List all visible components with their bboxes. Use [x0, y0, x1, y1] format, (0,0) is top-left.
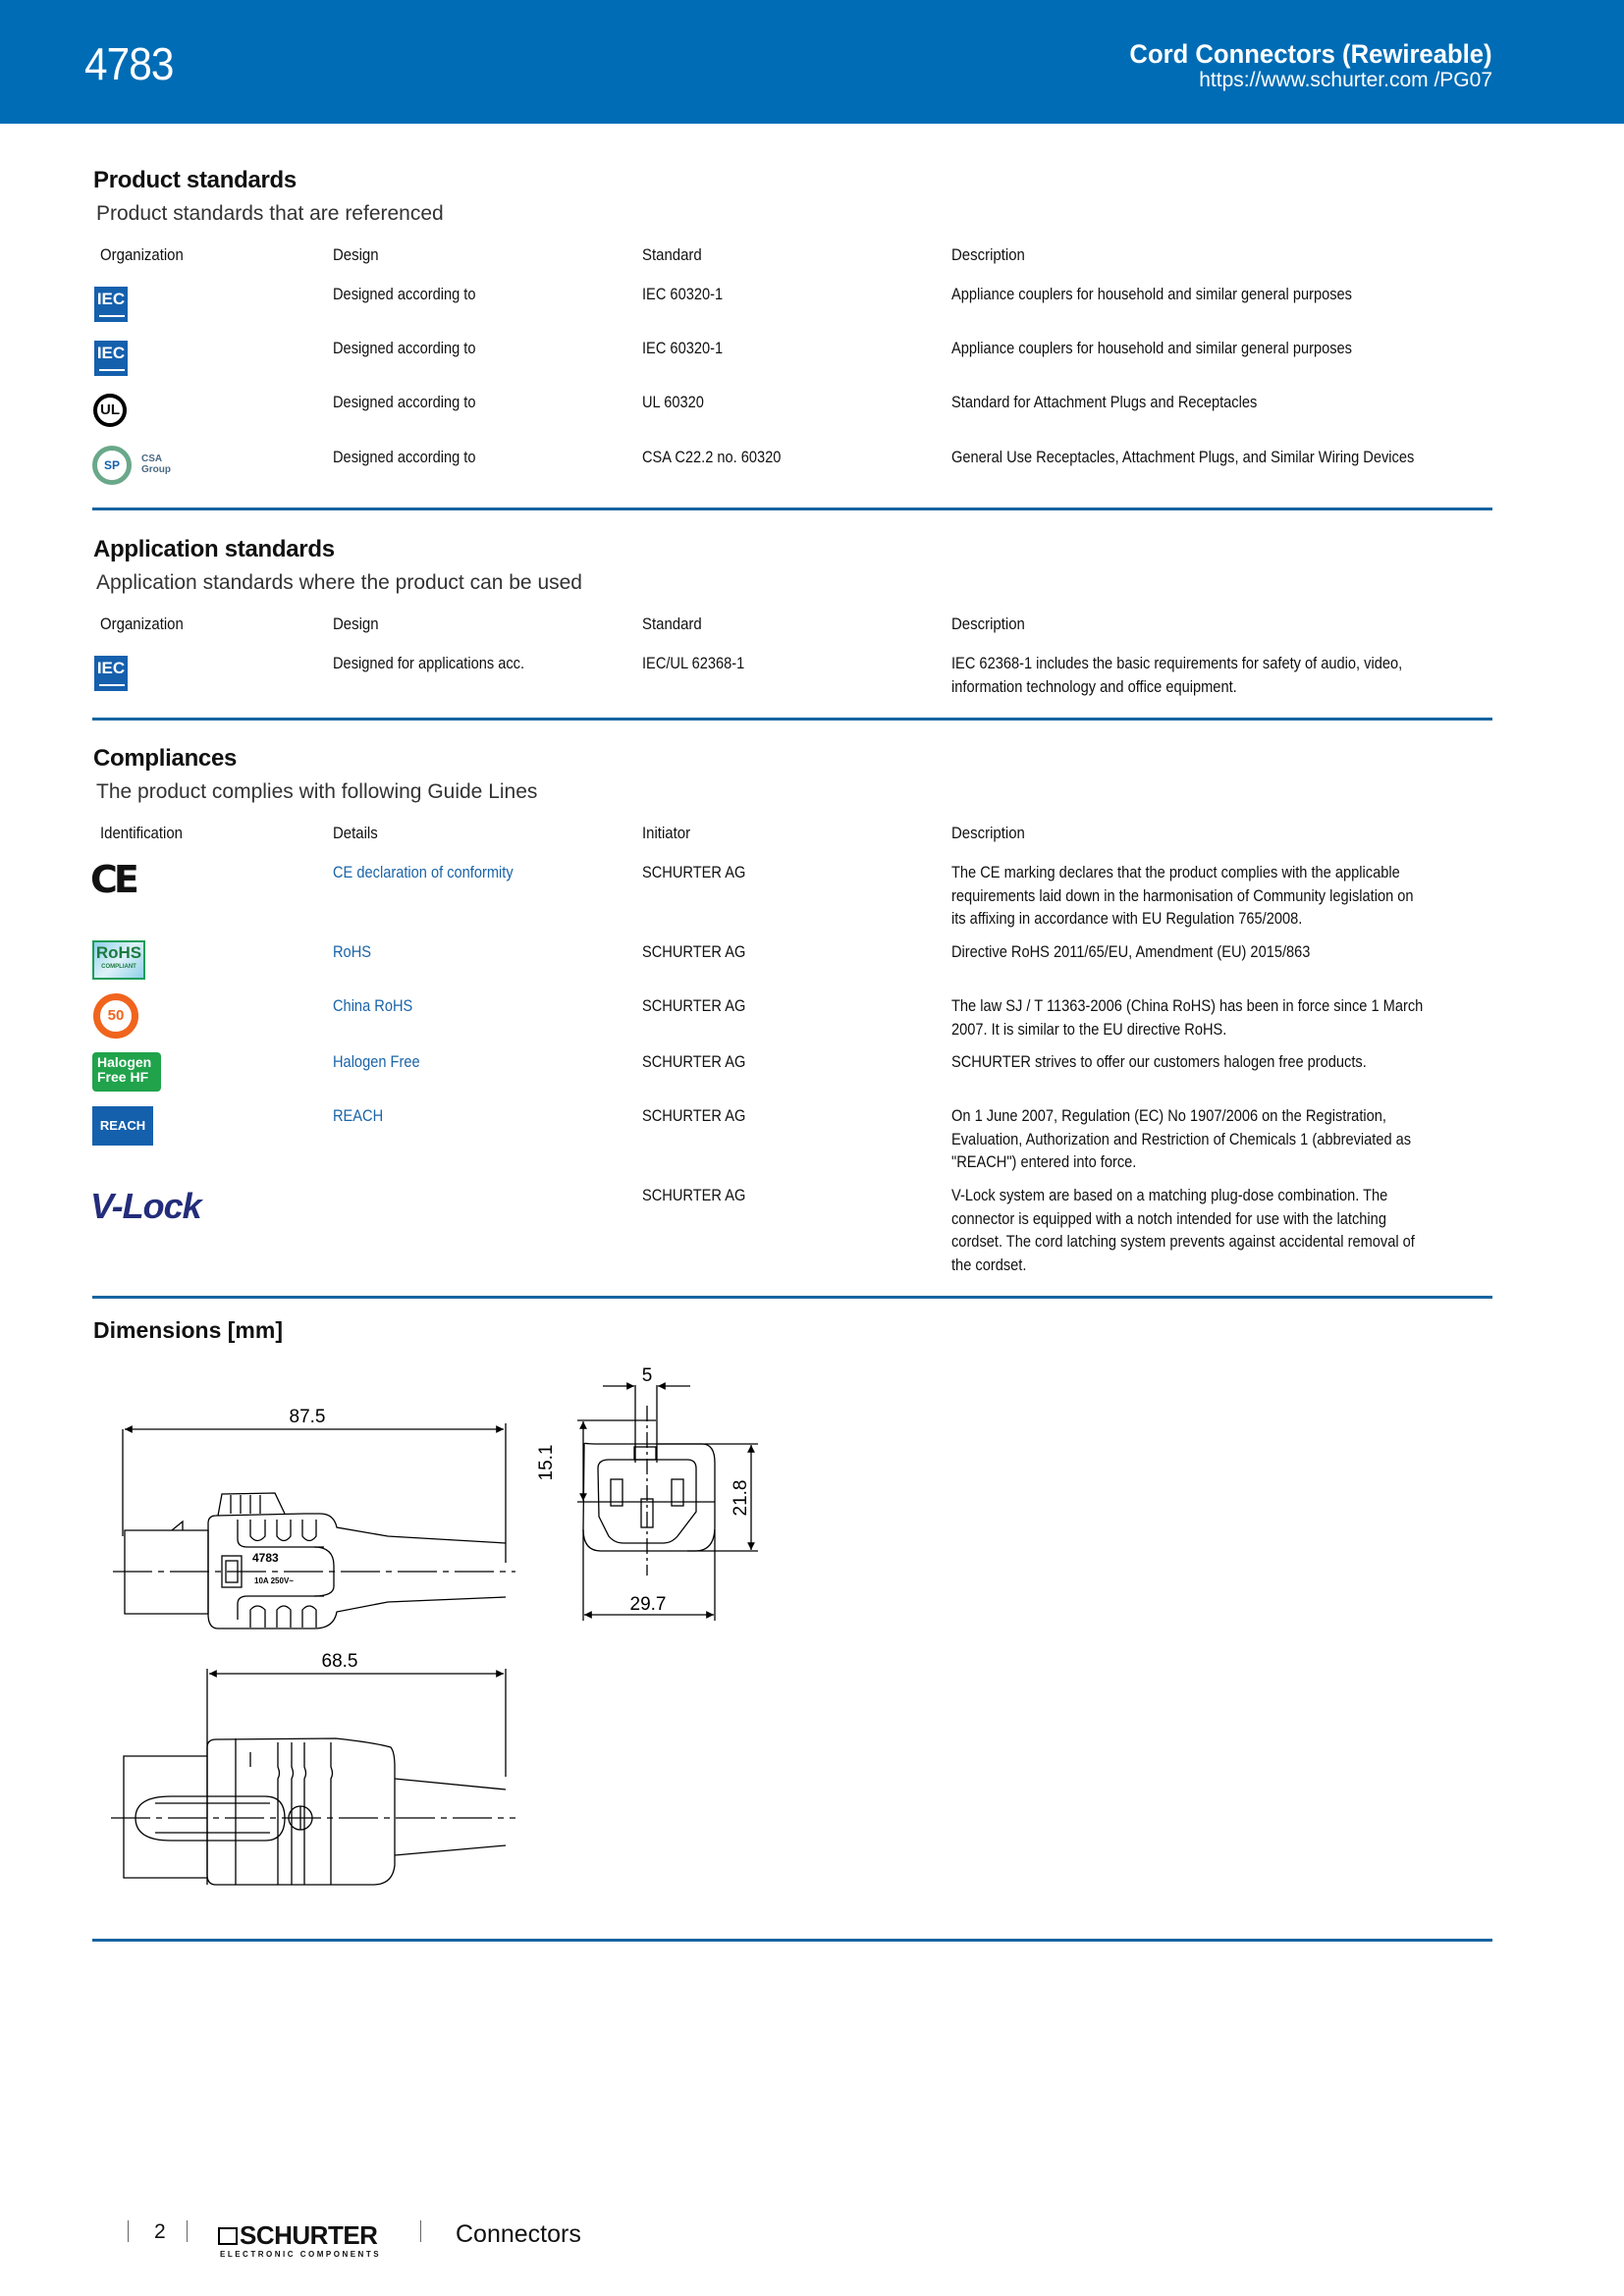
application-standards-subtitle: Application standards where the product can be used — [96, 571, 582, 594]
iec-logo-icon: IEC — [94, 656, 128, 691]
halogen-free-logo-icon — [92, 1052, 161, 1092]
dim-overall-length: 87.5 — [289, 1407, 326, 1427]
footer-separator — [128, 2220, 129, 2242]
col-description: Description — [951, 824, 1025, 842]
iec-logo-icon: IEC — [94, 287, 128, 322]
description-cell — [951, 1050, 1367, 1074]
description-cell — [951, 940, 1310, 964]
front-view-drawing — [536, 1365, 758, 1621]
section-divider — [92, 507, 1492, 510]
iec-logo-icon: IEC — [94, 341, 128, 376]
col-description: Description — [951, 614, 1025, 633]
dim-notch-height: 15.1 — [536, 1444, 557, 1481]
product-number: 4783 — [84, 38, 174, 89]
design-cell: Designed according to — [333, 393, 476, 411]
reach-link[interactable]: REACH — [333, 1106, 384, 1125]
rohs-link[interactable]: RoHS — [333, 942, 372, 961]
description-cell — [951, 994, 1423, 1041]
initiator-cell: SCHURTER AG — [642, 996, 746, 1015]
description-line: its affixing in accordance with EU Regulation 765/2008. — [951, 909, 1303, 928]
description-line: V-Lock system are based on a matching plug-dose combination. The — [951, 1186, 1388, 1204]
section-divider — [92, 1939, 1492, 1942]
product-standards-title: Product standards — [93, 167, 297, 193]
dimension-drawings — [0, 1355, 805, 1924]
footer-separator — [187, 2220, 188, 2242]
reach-logo-icon: REACH — [92, 1106, 153, 1146]
ce-declaration-link[interactable]: CE declaration of conformity — [333, 863, 514, 881]
rohs-logo-sub: COMPLIANT — [101, 964, 136, 970]
rohs-logo-icon — [92, 940, 145, 980]
col-organization: Organization — [100, 614, 184, 633]
schurter-logo — [218, 2220, 377, 2251]
standard-cell: CSA C22.2 no. 60320 — [642, 448, 782, 466]
initiator-cell: SCHURTER AG — [642, 1106, 746, 1125]
page-header — [0, 0, 1624, 124]
initiator-cell: SCHURTER AG — [642, 1052, 746, 1071]
description-cell — [951, 1104, 1411, 1174]
compliances-subtitle: The product complies with following Guide Lines — [96, 780, 538, 803]
col-design: Design — [333, 614, 379, 633]
description-cell — [951, 861, 1414, 931]
design-cell: Designed according to — [333, 448, 476, 466]
china-rohs-logo-icon: 50 — [93, 993, 138, 1039]
csa-group-label: CSA Group — [141, 454, 171, 475]
standard-cell: IEC/UL 62368-1 — [642, 654, 745, 672]
col-identification: Identification — [100, 824, 183, 842]
description-line: Directive RoHS 2011/65/EU, Amendment (EU) 2015/863 — [951, 942, 1311, 961]
design-cell: Designed according to — [333, 285, 476, 303]
col-organization: Organization — [100, 245, 184, 264]
col-design: Design — [333, 245, 379, 264]
product-standards-subtitle: Product standards that are referenced — [96, 202, 444, 225]
dimensions-title: Dimensions [mm] — [93, 1317, 283, 1343]
description-line: connector is equipped with a notch intended for use with the latching — [951, 1208, 1386, 1228]
schurter-logo-sub: ELECTRONIC COMPONENTS — [220, 2250, 382, 2259]
description-cell — [951, 1184, 1415, 1276]
initiator-cell: SCHURTER AG — [642, 942, 746, 961]
dim-notch-width: 5 — [641, 1365, 653, 1386]
description-line: The law SJ / T 11363-2006 (China RoHS) has been in force since 1 March — [951, 996, 1424, 1015]
schurter-logo-icon — [218, 2227, 238, 2245]
description-line: IEC 62368-1 includes the basic requirements for safety of audio, video, — [951, 654, 1403, 672]
description-line: cordset. The cord latching system prevents against accidental removal of — [951, 1232, 1415, 1251]
dim-width: 29.7 — [629, 1594, 667, 1615]
ce-mark-icon: CE — [90, 858, 135, 901]
col-details: Details — [333, 824, 378, 842]
description-cell: Standard for Attachment Plugs and Receptacles — [951, 393, 1258, 411]
rohs-logo-label: RoHS — [95, 943, 142, 962]
description-line: requirements laid down in the harmonisation of Community legislation on — [951, 885, 1414, 905]
section-divider — [92, 1296, 1492, 1299]
compliances-title: Compliances — [93, 745, 238, 772]
standard-cell: UL 60320 — [642, 393, 704, 411]
section-divider — [92, 718, 1492, 721]
footer-separator — [420, 2220, 421, 2242]
col-initiator: Initiator — [642, 824, 691, 842]
halogen-logo-sub: Free HF — [97, 1069, 149, 1085]
description-line: "REACH") entered into force. — [951, 1152, 1137, 1171]
page-number: 2 — [154, 2220, 166, 2243]
china-rohs-link[interactable]: China RoHS — [333, 996, 413, 1015]
standard-cell: IEC 60320-1 — [642, 285, 724, 303]
application-standards-title: Application standards — [93, 536, 335, 562]
schurter-logo-text: SCHURTER — [240, 2220, 378, 2250]
footer-category: Connectors — [456, 2220, 581, 2248]
description-line: the cordset. — [951, 1255, 1027, 1274]
description-line: Evaluation, Authorization and Restriction of Chemicals 1 (abbreviated as — [951, 1129, 1412, 1148]
initiator-cell: SCHURTER AG — [642, 863, 746, 881]
description-line: information technology and office equipment. — [951, 676, 1237, 696]
description-cell: Appliance couplers for household and similar general purposes — [951, 285, 1352, 303]
description-cell: Appliance couplers for household and similar general purposes — [951, 339, 1352, 357]
dim-height: 21.8 — [731, 1479, 751, 1517]
description-line: The CE marking declares that the product complies with the applicable — [951, 863, 1400, 881]
design-cell: Designed according to — [333, 339, 476, 357]
halogen-logo-label: Halogen — [97, 1054, 152, 1070]
dim-body-length: 68.5 — [321, 1651, 358, 1672]
description-line: 2007. It is similar to the EU directive RoHS. — [951, 1019, 1227, 1039]
v-lock-logo-icon: V-Lock — [90, 1186, 201, 1226]
description-cell — [951, 652, 1402, 698]
col-description: Description — [951, 245, 1025, 264]
standard-cell: IEC 60320-1 — [642, 339, 724, 357]
side-view-rating-label: 10A 250V~ — [254, 1576, 294, 1585]
side-view-drawing — [113, 1407, 515, 1629]
header-url[interactable]: https://www.schurter.com /PG07 — [1199, 69, 1492, 91]
halogen-free-link[interactable]: Halogen Free — [333, 1052, 420, 1071]
initiator-cell: SCHURTER AG — [642, 1186, 746, 1204]
description-line: SCHURTER strives to offer our customers halogen free products. — [951, 1052, 1367, 1071]
description-line: On 1 June 2007, Regulation (EC) No 1907/2006 on the Registration, — [951, 1106, 1386, 1125]
design-cell: Designed for applications acc. — [333, 654, 525, 672]
col-standard: Standard — [642, 245, 702, 264]
side-view-part-label: 4783 — [252, 1551, 279, 1565]
csa-group-logo-icon: SP — [92, 446, 132, 485]
page-footer — [0, 2220, 1624, 2279]
header-title: Cord Connectors (Rewireable) — [1129, 39, 1492, 69]
description-cell: General Use Receptacles, Attachment Plugs, and Similar Wiring Devices — [951, 448, 1415, 466]
col-standard: Standard — [642, 614, 702, 633]
ul-logo-icon: UL — [93, 394, 127, 427]
top-view-drawing — [111, 1651, 515, 1885]
